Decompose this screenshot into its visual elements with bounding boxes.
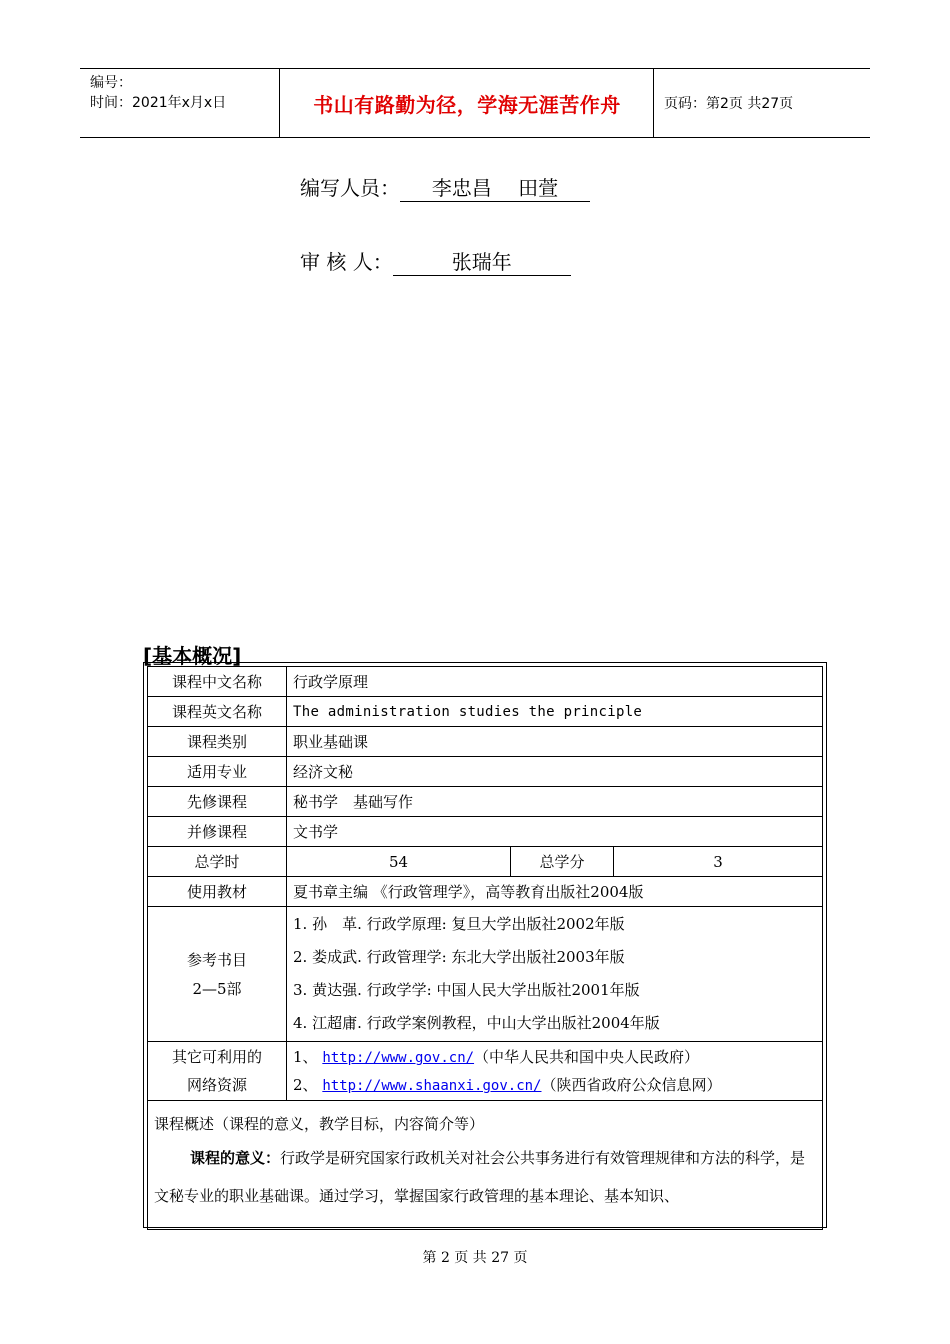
references-key-line2: 2—5部 [192,980,242,998]
network-item-desc: （中华人民共和国中央人民政府） [474,1048,700,1066]
table-row [148,817,823,847]
total-hours-key: 总学时 [148,847,287,877]
time-label: 时间：2021年x月x日 [90,95,227,111]
table-row-overview [148,1101,823,1230]
network-link-shaanxi[interactable]: http://www.shaanxi.gov.cn/ [322,1078,542,1094]
row-key: 先修课程 [148,787,287,817]
network-list [287,1042,823,1101]
course-overview [148,1101,823,1230]
row-value: The administration studies the principle [287,697,823,727]
row-value: 职业基础课 [287,727,823,757]
row-value: 行政学原理 [287,667,823,697]
writers-label: 编写人员： [300,176,400,200]
row-key: 课程英文名称 [148,697,287,727]
header-motto: 书山有路勤为径，学海无涯苦作舟 [281,69,654,137]
textbook-value: 夏书章主编 《行政管理学》，高等教育出版社2004版 [287,877,823,907]
table-row [148,727,823,757]
page-footer: 第 2 页 共 27 页 [422,1250,528,1266]
header-page-code: 页码：第2页 共27页 [664,96,794,112]
network-item [293,1043,816,1071]
writers-value: 李忠昌 田萱 [400,172,590,202]
network-key [148,1042,287,1101]
writers-line [300,172,590,202]
total-credit-key: 总学分 [511,847,614,877]
references-key-line1: 参考书目 [186,951,247,969]
table-row-hours [148,847,823,877]
reviewer-label: 审 核 人： [300,250,393,274]
references-list [287,907,823,1042]
course-info-table [143,662,827,1228]
table-row [148,697,823,727]
table-row-textbook [148,877,823,907]
network-item-num: 2、 [293,1076,318,1094]
row-key: 并修课程 [148,817,287,847]
table-row [148,667,823,697]
total-credit-value: 3 [614,847,823,877]
network-key-line2: 网络资源 [186,1076,247,1094]
textbook-key: 使用教材 [148,877,287,907]
reference-item: 4. 江超庸. 行政学案例教程，中山大学出版社2004年版 [293,1014,660,1032]
row-key: 课程中文名称 [148,667,287,697]
section-title: [基本概况] [143,644,242,668]
reviewer-line [300,246,571,276]
network-key-line1: 其它可利用的 [171,1048,262,1066]
row-value: 秘书学 基础写作 [287,787,823,817]
overview-body [154,1139,816,1215]
overview-title: 课程概述（课程的意义，教学目标，内容简介等） [154,1115,485,1133]
table-row-network [148,1042,823,1101]
overview-text: 行政学是研究国家行政机关对社会公共事务进行有效管理规律和方法的科学，是文秘专业的职业基础课。通过学习，掌握国家行政管理的基本理论、基本知识、 [154,1149,806,1205]
row-key: 适用专业 [148,757,287,787]
network-link-gov[interactable]: http://www.gov.cn/ [322,1050,475,1066]
row-value: 文书学 [287,817,823,847]
reference-item: 1. 孙 革. 行政学原理: 复旦大学出版社2002年版 [293,915,625,933]
table-row-references [148,907,823,1042]
network-item-desc: （陕西省政府公众信息网） [541,1076,722,1094]
references-key [148,907,287,1042]
row-key: 课程类别 [148,727,287,757]
row-value: 经济文秘 [287,757,823,787]
table-row [148,787,823,817]
overview-lead: 课程的意义： [190,1149,281,1167]
network-item-num: 1、 [293,1048,318,1066]
reviewer-value: 张瑞年 [393,246,571,276]
number-label: 编号： [90,75,132,91]
reference-item: 3. 黄达强. 行政学学: 中国人民大学出版社2001年版 [293,981,640,999]
table-row [148,757,823,787]
total-hours-value: 54 [287,847,511,877]
reference-item: 2. 娄成武. 行政管理学: 东北大学出版社2003年版 [293,948,625,966]
page-header [80,68,870,138]
header-meta [80,69,280,137]
network-item [293,1071,816,1099]
